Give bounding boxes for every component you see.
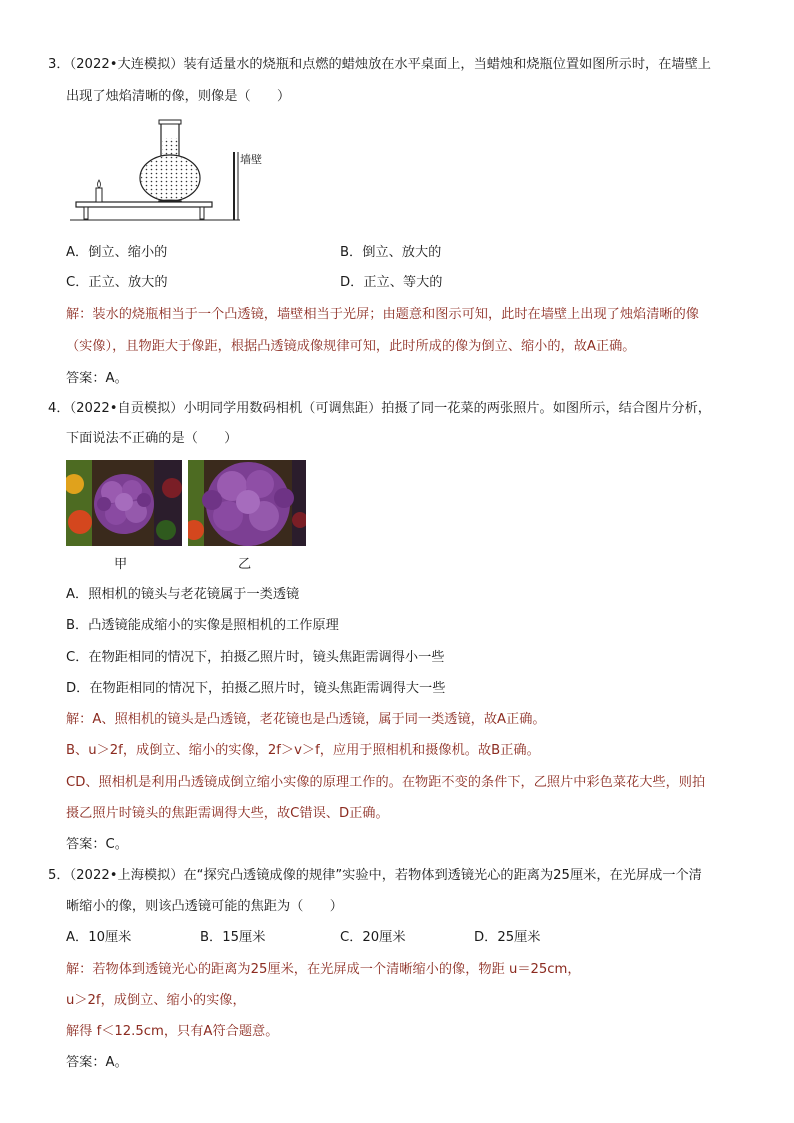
q3-wall-label: 墙壁 [240, 153, 262, 166]
q4-option-d: D．在物距相同的情况下，拍摄乙照片时，镜头焦距需调得大一些 [66, 681, 446, 696]
q4-photo-yi [188, 460, 306, 546]
q4-caption-yi: 乙 [238, 557, 252, 572]
q3-figure-flask-candle-wall [70, 116, 270, 226]
q5-option-a: A．10厘米 [66, 930, 132, 945]
q3-option-c: C．正立、放大的 [66, 275, 168, 290]
q4-solution-line1: 解：A、照相机的镜头是凸透镜，老花镜也是凸透镜，属于同一类透镜，故A正确。 [66, 712, 546, 727]
q3-answer: 答案：A。 [66, 371, 128, 386]
q3-stem-line1: 3．（2022•大连模拟）装有适量水的烧瓶和点燃的蜡烛放在水平桌面上，当蜡烛和烧瓶位置如图所示时，在墙壁上 [48, 57, 711, 72]
q3-option-b: B．倒立、放大的 [340, 245, 442, 260]
q4-option-c: C．在物距相同的情况下，拍摄乙照片时，镜头焦距需调得小一些 [66, 650, 445, 665]
q5-option-c: C．20厘米 [340, 930, 406, 945]
q5-option-b: B．15厘米 [200, 930, 266, 945]
q5-solution-line3: 解得 f＜12.5cm，只有A符合题意。 [66, 1024, 279, 1039]
q5-solution-line1: 解：若物体到透镜光心的距离为25厘米，在光屏成一个清晰缩小的像，物距 u＝25cm， [66, 962, 581, 977]
q5-stem-line1: 5．（2022•上海模拟）在“探究凸透镜成像的规律”实验中，若物体到透镜光心的距离为25厘米，在光屏成一个清 [48, 868, 702, 883]
q3-stem-line2: 出现了烛焰清晰的像，则像是（ ） [66, 89, 291, 104]
q4-solution-line4: 摄乙照片时镜头的焦距需调得大些，故C错误、D正确。 [66, 806, 389, 821]
q4-solution-line3: CD、照相机是利用凸透镜成倒立缩小实像的原理工作的。在物距不变的条件下，乙照片中彩色菜花大些，则拍 [66, 775, 706, 790]
q4-stem-line1: 4．（2022•自贡模拟）小明同学用数码相机（可调焦距）拍摄了同一花菜的两张照片。如图所示，结合图片分析， [48, 401, 711, 416]
q4-solution-line2: B、u＞2f，成倒立、缩小的实像，2f＞v＞f，应用于照相机和摄像机。故B正确。 [66, 743, 540, 758]
q4-option-b: B．凸透镜能成缩小的实像是照相机的工作原理 [66, 618, 339, 633]
q4-stem-line2: 下面说法不正确的是（ ） [66, 431, 238, 446]
q4-option-a: A．照相机的镜头与老花镜属于一类透镜 [66, 587, 300, 602]
q5-stem-line2: 晰缩小的像，则该凸透镜可能的焦距为（ ） [66, 899, 343, 914]
q5-solution-line2: u＞2f，成倒立、缩小的实像， [66, 993, 246, 1008]
q5-option-d: D．25厘米 [474, 930, 541, 945]
q3-option-a: A．倒立、缩小的 [66, 245, 168, 260]
q4-caption-jia: 甲 [114, 557, 128, 572]
q3-solution-line2: （实像），且物距大于像距，根据凸透镜成像规律可知，此时所成的像为倒立、缩小的，故A正确。 [66, 339, 636, 354]
q4-answer: 答案：C。 [66, 837, 128, 852]
q3-option-d: D．正立、等大的 [340, 275, 443, 290]
q5-answer: 答案：A。 [66, 1055, 128, 1070]
q3-solution-line1: 解：装水的烧瓶相当于一个凸透镜，墙壁相当于光屏；由题意和图示可知，此时在墙壁上出现了烛焰清晰的像 [66, 307, 699, 322]
q4-photo-jia [66, 460, 182, 546]
